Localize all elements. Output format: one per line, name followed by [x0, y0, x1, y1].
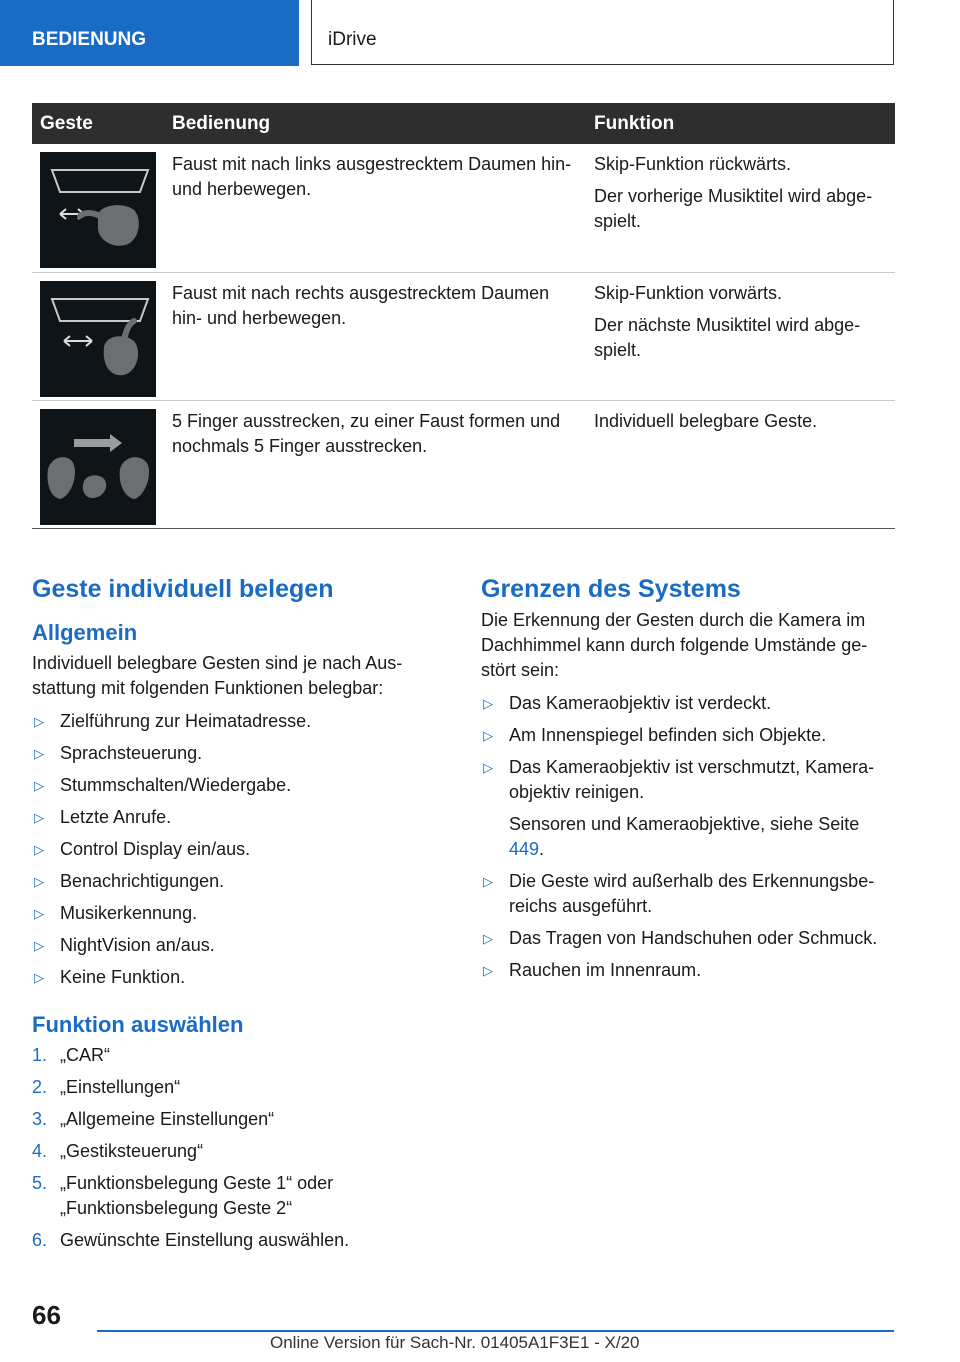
list-item: ▷ Musikerkennung.	[32, 901, 442, 926]
footer-divider	[97, 1330, 894, 1332]
section-heading: Geste individuell belegen	[32, 575, 334, 603]
bullet-arrow-icon: ▷	[34, 970, 44, 985]
list-item: 1. „CAR“	[32, 1045, 110, 1065]
table-row	[32, 400, 895, 528]
operation-cell: Faust mit nach links ausgestrecktem Daumen hin- und herbewegen.	[164, 144, 586, 272]
list-item: ▷ Benachrichtigungen.	[32, 869, 442, 894]
gesture-skip-back-image	[40, 152, 156, 268]
bullet-arrow-icon: ▷	[483, 728, 493, 743]
list-item: ▷ Am Innenspiegel befinden sich Objekte.	[481, 723, 896, 748]
table-row	[32, 144, 895, 272]
function-list	[32, 709, 442, 990]
bullet-arrow-icon: ▷	[483, 931, 493, 946]
subheading-general: Allgemein	[32, 620, 138, 645]
list-item: 2. „Einstellungen“	[32, 1077, 181, 1097]
bullet-arrow-icon: ▷	[483, 760, 493, 775]
list-item: 4. „Gestiksteuerung“	[32, 1141, 204, 1161]
list-item: ▷ Das Kameraobjektiv ist verdeckt.	[481, 691, 896, 716]
list-item: ▷ Keine Funktion.	[32, 965, 442, 990]
function-cell: Skip-Funktion rückwärts. Der vorherige Musiktitel wird abgespielt.	[586, 144, 895, 272]
bullet-arrow-icon: ▷	[34, 906, 44, 921]
limits-list	[481, 691, 896, 983]
list-item: 6. Gewünschte Einstellung auswählen.	[32, 1230, 350, 1250]
intro-paragraph: Die Erkennung der Gesten durch die Kamera im Dachhimmel kann durch folgende Umstände gestört sein:	[481, 610, 868, 680]
list-item: ▷ Control Display ein/aus.	[32, 837, 442, 862]
list-item: ▷ Letzte Anrufe.	[32, 805, 442, 830]
bullet-arrow-icon: ▷	[34, 842, 44, 857]
list-item: ▷ Stummschalten/Wiedergabe.	[32, 773, 442, 798]
section-heading: Grenzen des Systems	[481, 575, 741, 603]
steps-list	[32, 1043, 442, 1253]
bullet-arrow-icon: ▷	[34, 746, 44, 761]
col-header-funktion: Funktion	[586, 103, 895, 144]
footer-version: Online Version für Sach-Nr. 01405A1F3E1 - X/20	[270, 1333, 640, 1352]
list-item: ▷ Das Kameraobjektiv ist verschmutzt, Kameraobjektiv reinigen. Sensoren und Kameraobjektive, siehe Seite 449.	[481, 755, 896, 862]
col-header-geste: Geste	[32, 103, 164, 144]
gesture-table	[32, 103, 895, 529]
gesture-skip-forward-image	[40, 281, 156, 397]
left-column	[32, 572, 442, 1260]
bullet-arrow-icon: ▷	[483, 963, 493, 978]
list-item: 5. „Funktionsbelegung Geste 1“ oder „Funktionsbelegung Geste 2“	[32, 1173, 334, 1218]
table-row	[32, 272, 895, 400]
section-tab: BEDIENUNG	[0, 0, 299, 66]
sub-note: Sensoren und Kameraobjektive, siehe Seite 449.	[509, 814, 860, 859]
subheading-select: Funktion auswählen	[32, 1012, 244, 1037]
list-item: ▷ Die Geste wird außerhalb des Erkennungsbereichs ausgeführt.	[483, 871, 875, 916]
function-cell: Skip-Funktion vorwärts. Der nächste Musiktitel wird abgespielt.	[586, 272, 895, 400]
page-reference-link[interactable]: 449	[509, 839, 540, 859]
bullet-arrow-icon: ▷	[34, 778, 44, 793]
list-item: ▷ Sprachsteuerung.	[32, 741, 442, 766]
list-item: 3. „Allgemeine Einstellungen“	[32, 1109, 275, 1129]
operation-cell: 5 Finger ausstrecken, zu einer Faust formen und nochmals 5 Finger ausstrecken.	[164, 400, 586, 528]
bullet-arrow-icon: ▷	[34, 874, 44, 889]
gesture-individual-image	[40, 409, 156, 525]
general-paragraph: Individuell belegbare Gesten sind je nach Ausstattung mit folgenden Funktionen belegbar:	[32, 653, 403, 698]
bullet-arrow-icon: ▷	[34, 810, 44, 825]
page-number: 66	[32, 1300, 61, 1330]
function-cell: Individuell belegbare Geste.	[586, 400, 895, 528]
bullet-arrow-icon: ▷	[34, 938, 44, 953]
list-item: ▷ Das Tragen von Handschuhen oder Schmuck.	[481, 926, 896, 951]
bullet-arrow-icon: ▷	[483, 696, 493, 711]
list-item: ▷ NightVision an/aus.	[32, 933, 442, 958]
operation-cell: Faust mit nach rechts ausgestrecktem Daumen hin- und herbewegen.	[164, 272, 586, 400]
list-item: ▷ Zielführung zur Heimatadresse.	[32, 709, 442, 734]
col-header-bedienung: Bedienung	[164, 103, 586, 144]
chapter-title: iDrive	[311, 0, 894, 65]
list-item: ▷ Rauchen im Innenraum.	[481, 958, 896, 983]
right-column	[481, 572, 896, 990]
bullet-arrow-icon: ▷	[34, 714, 44, 729]
bullet-arrow-icon: ▷	[483, 874, 493, 889]
